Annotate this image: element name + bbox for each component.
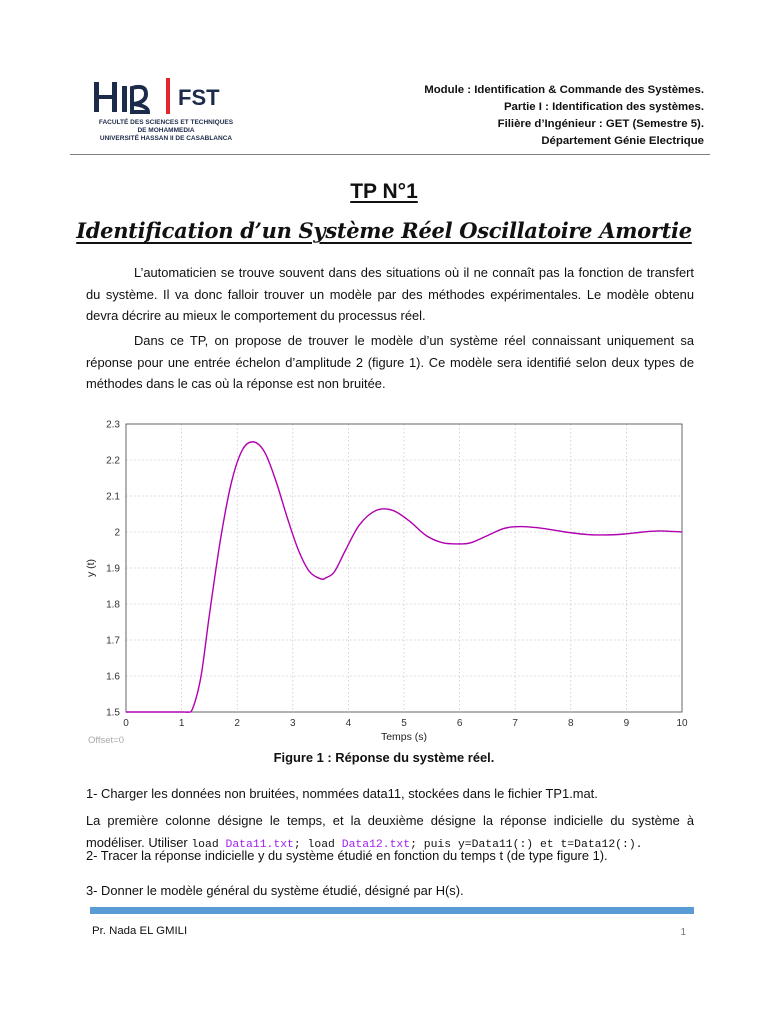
y-tick-label: 1.6 <box>106 671 120 683</box>
logo-caption: FACULTÉ DES SCIENCES ET TECHNIQUES DE MOHAMMEDIA UNIVERSITÉ HASSAN II DE CASABLANCA <box>98 119 234 142</box>
x-tick-label: 8 <box>568 718 574 729</box>
footer-author: Pr. Nada EL GMILI <box>92 925 188 937</box>
y-tick-label: 2 <box>114 527 120 539</box>
question-1: 1- Charger les données non bruitées, nommées data11, stockées dans le fichier TP1.mat. <box>86 786 598 801</box>
header-module: Module : Identification & Commande des Systèmes. <box>424 84 704 96</box>
y-tick-label: 1.8 <box>106 599 120 611</box>
x-tick-label: 5 <box>401 718 407 729</box>
figure-caption: Figure 1 : Réponse du système réel. <box>273 750 495 765</box>
x-tick-label: 0 <box>123 718 129 729</box>
header-filiere: Filière d’Ingénieur : GET (Semestre 5). <box>497 118 704 130</box>
header-department: Département Génie Electrique <box>541 135 704 147</box>
step-response-chart <box>80 412 700 752</box>
y-tick-label: 1.7 <box>106 635 120 647</box>
x-tick-label: 2 <box>234 718 240 729</box>
page-title: Identification d’un Système Réel Oscillatoire Amortie <box>76 218 692 243</box>
x-axis-label: Temps (s) <box>380 731 428 743</box>
x-tick-label: 7 <box>512 718 518 729</box>
y-tick-label: 1.5 <box>106 707 120 719</box>
intro-paragraph-1: L’automaticien se trouve souvent dans des situations où il ne connaît pas la fonction de transfert du système. Il va donc falloir trouver un modèle par des méthodes expérimentales. Le modèle obtenu devra décrire au mieux le comportement du processus réel. <box>86 265 694 323</box>
header-info <box>424 82 704 150</box>
y-tick-label: 2.3 <box>106 419 120 431</box>
header-divider <box>70 154 710 155</box>
page-number: 1 <box>680 927 686 938</box>
footer-bar <box>90 907 694 914</box>
y-tick-label: 1.9 <box>106 563 120 575</box>
tp-number: TP N°1 <box>350 180 418 203</box>
x-tick-label: 9 <box>623 718 630 729</box>
question-1-details: La première colonne désigne le temps, et la deuxième désigne la réponse indicielle du système à modéliser. Utiliser load Data11.txt; load Data12.txt; puis y=Data11(:) et t=Data12(:). <box>86 813 694 851</box>
logo-text: FST <box>178 85 220 110</box>
offset-label: Offset=0 <box>88 735 125 746</box>
x-tick-label: 1 <box>178 718 185 729</box>
x-tick-label: 3 <box>290 718 296 729</box>
y-tick-label: 2.2 <box>106 455 120 467</box>
x-tick-label: 6 <box>456 718 463 729</box>
question-2: 2- Tracer la réponse indicielle y du système étudié en fonction du temps t (de type figure 1). <box>86 848 608 863</box>
header-part: Partie I : Identification des systèmes. <box>503 101 704 113</box>
y-axis-label: y (t) <box>85 558 97 578</box>
y-tick-label: 2.1 <box>106 491 120 503</box>
question-3: 3- Donner le modèle général du système étudié, désigné par H(s). <box>86 883 464 898</box>
intro-paragraph-2: Dans ce TP, on propose de trouver le modèle d’un système réel connaissant uniquement sa réponse pour une entrée échelon d’amplitude 2 (figure 1). Ce modèle sera identifié selon deux types de méthodes dans le cas où la réponse est non bruitée. <box>86 333 694 391</box>
x-tick-label: 10 <box>676 718 688 729</box>
x-tick-label: 4 <box>345 718 352 729</box>
